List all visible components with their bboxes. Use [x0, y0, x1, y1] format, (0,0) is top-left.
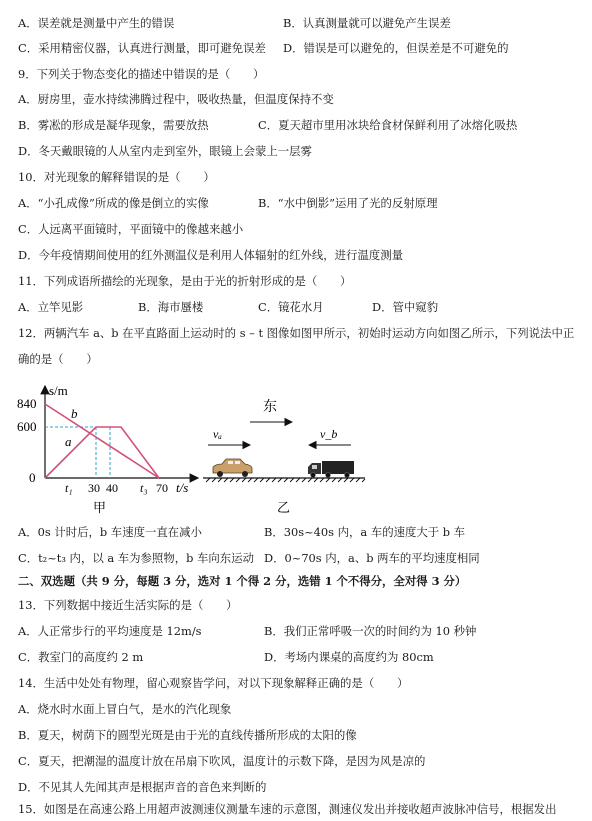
q13-option-a: A．人正常步行的平均速度是 12m/s	[18, 624, 202, 638]
q13-option-b: B．我们正常呼吸一次的时间约为 10 秒钟	[264, 624, 477, 638]
q13-stem: 13．下列数据中接近生活实际的是（ ）	[18, 598, 238, 612]
q12-option-a: A．0s 计时后，b 车速度一直在减小	[18, 525, 202, 539]
x-tick-t3: t₃	[140, 481, 148, 495]
x-tick-30: 30	[88, 481, 100, 495]
q11-stem: 11．下列成语所描绘的光现象，是由于光的折射形成的是（ ）	[18, 274, 352, 288]
q10-option-c: C．人远离平面镜时，平面镜中的像越来越小	[18, 222, 244, 236]
q12-figure	[0, 378, 592, 518]
q15-stem: 15．如图是在高速公路上用超声波测速仪测量车速的示意图，测速仪发出并接收超声波脉冲信号，根据发出	[18, 802, 557, 816]
q9-option-d: D．冬天戴眼镜的人从室内走到室外，眼镜上会蒙上一层雾	[18, 144, 312, 158]
va-label: vₐ	[213, 427, 222, 441]
q14-option-b: B．夏天，树荫下的圆型光斑是由于光的直线传播所形成的太阳的像	[18, 728, 357, 742]
q10-option-a: A．“小孔成像”所成的像是倒立的实像	[18, 196, 209, 210]
q12-option-d: D．0~70s 内，a、b 两车的平均速度相同	[264, 551, 480, 565]
caption-yi: 乙	[277, 500, 291, 515]
q9-option-b: B．雾凇的形成是凝华现象，需要放热	[18, 118, 209, 132]
x-tick-t1: t₁	[65, 481, 73, 495]
q10-option-d: D．今年疫情期间使用的红外测温仪是利用人体辐射的红外线，进行温度测量	[18, 248, 404, 262]
q10-stem: 10．对光现象的解释错误的是（ ）	[18, 170, 215, 184]
q14-option-a: A．烧水时水面上冒白气，是水的汽化现象	[18, 702, 232, 716]
q9-option-a: A．厨房里，壶水持续沸腾过程中，吸收热量，但温度保持不变	[18, 92, 334, 106]
q12-stem-line2: 确的是（ ）	[18, 352, 98, 366]
y-axis-label: s/m	[49, 383, 68, 398]
q12-option-c: C．t₂~t₃ 内，以 a 车为参照物，b 车向东运动	[18, 551, 254, 565]
q11-option-b: B．海市蜃楼	[138, 300, 204, 314]
ground	[203, 478, 365, 482]
direction-label: 东	[263, 400, 277, 415]
q8-option-d: D．错误是可以避免的，但误差是不可避免的	[283, 41, 509, 55]
q13-option-c: C．教室门的高度约 2 m	[18, 650, 144, 664]
y-tick-840: 840	[17, 396, 37, 411]
q13-option-d: D．考场内课桌的高度约为 80cm	[264, 650, 434, 664]
x-axis-label: t/s	[176, 480, 189, 495]
car-a	[213, 459, 252, 477]
q14-option-c: C．夏天，把潮湿的温度计放在吊扇下吹风，温度计的示数下降，是因为风是凉的	[18, 754, 426, 768]
q12-option-b: B．30s~40s 内，a 车的速度大于 b 车	[264, 525, 466, 539]
x-tick-70: 70	[156, 481, 168, 495]
q10-option-b: B．“水中倒影”运用了光的反射原理	[258, 196, 438, 210]
caption-jia: 甲	[93, 500, 107, 515]
line-a-label: a	[65, 434, 72, 449]
truck-b	[308, 461, 354, 478]
q8-option-c: C．采用精密仪器，认真进行测量，即可避免误差	[18, 41, 266, 55]
q12-stem-line1: 12．两辆汽车 a、b 在平直路面上运动时的 s – t 图像如图甲所示，初始时运动方向如图乙所示，下列说法中正	[18, 326, 575, 340]
origin-label: 0	[29, 470, 36, 485]
q9-stem: 9．下列关于物态变化的描述中错误的是（ ）	[18, 67, 265, 81]
vb-label: v_b	[320, 427, 338, 441]
x-tick-40: 40	[106, 481, 118, 495]
section2-header: 二、双选题（共 9 分，每题 3 分，选对 1 个得 2 分，选错 1 个不得分，全对得 3 分）	[18, 574, 467, 588]
q11-option-a: A．立竿见影	[18, 300, 84, 314]
line-a	[45, 427, 159, 478]
q9-option-c: C．夏天超市里用冰块给食材保鲜利用了冰熔化吸热	[258, 118, 518, 132]
q8-option-b: B．认真测量就可以避免产生误差	[283, 16, 451, 30]
line-b	[45, 404, 159, 478]
q11-option-d: D．管中窥豹	[372, 300, 439, 314]
q14-stem: 14．生活中处处有物理，留心观察皆学问，对以下现象解释正确的是（ ）	[18, 676, 409, 690]
q8-option-a: A．误差就是测量中产生的错误	[18, 16, 175, 30]
q11-option-c: C．镜花水月	[258, 300, 324, 314]
line-b-label: b	[71, 406, 78, 421]
y-tick-600: 600	[17, 419, 37, 434]
q14-option-d: D．不见其人先闻其声是根据声音的音色来判断的	[18, 780, 267, 794]
